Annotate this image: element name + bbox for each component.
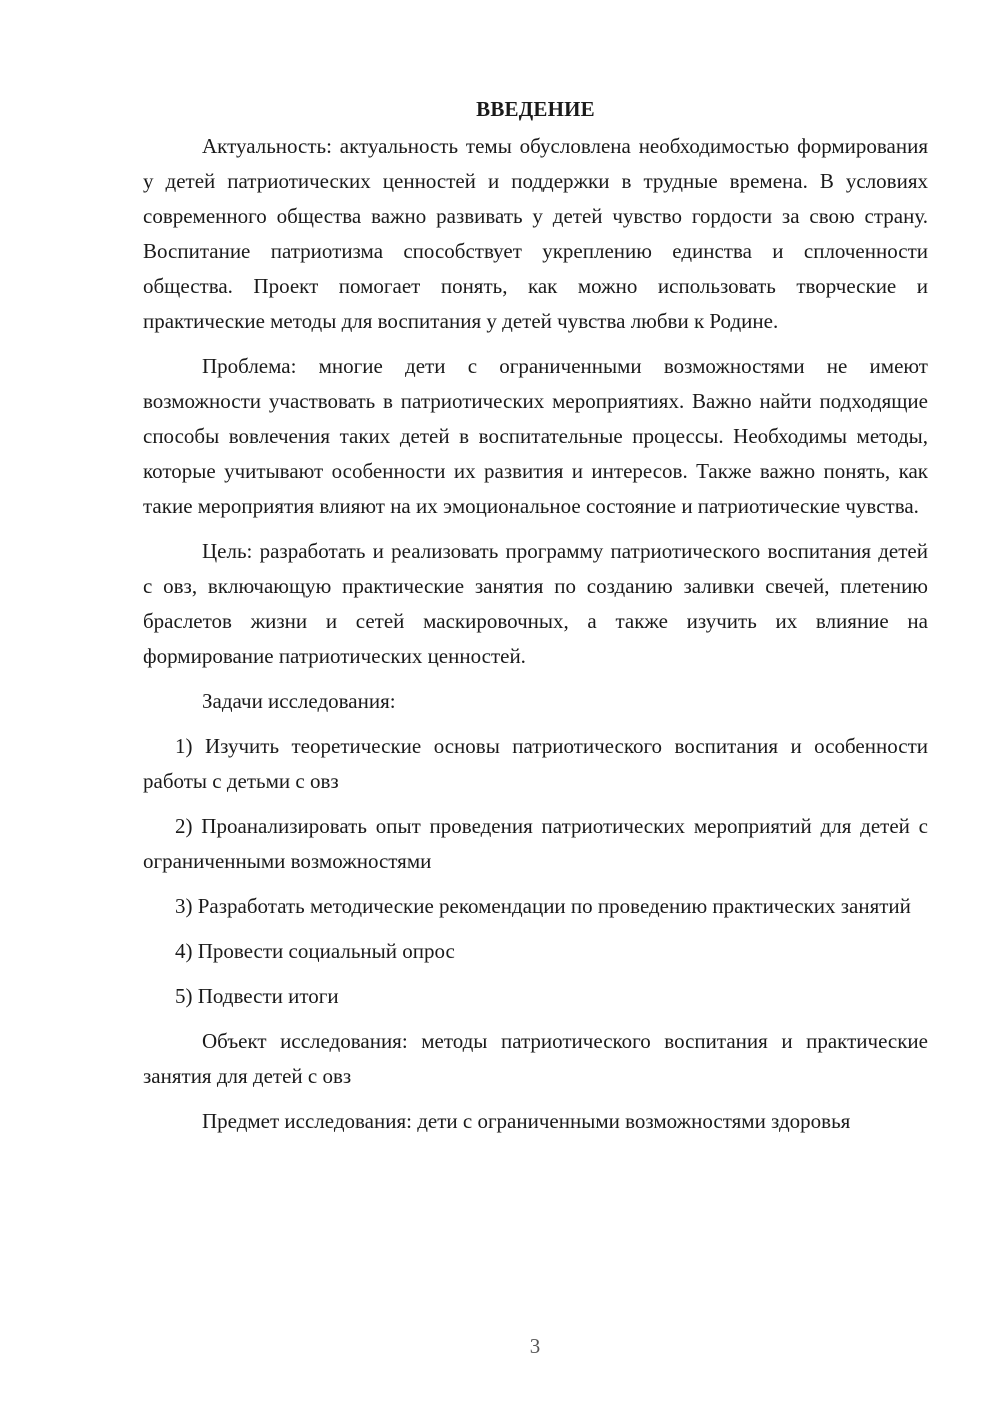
paragraph-goal: Цель: разработать и реализовать программу патриотического воспитания детей с овз, включающую практические занятия по созданию заливки свечей, плетению браслетов жизни и сетей маскировочных, а также изучить их влияние на формирование патриотических ценностей. [143, 539, 928, 668]
paragraph-problem: Проблема: многие дети с ограниченными возможностями не имеют возможности участвовать в патриотических мероприятиях. Важно найти подходящие способы вовлечения таких детей в воспитательные процессы. Необходимы методы, которые учитывают особенности их развития и интересов. Также важно понять, как такие мероприятия влияют на их эмоциональное состояние и патриотические чувства. [143, 354, 928, 518]
task-item: 5) Подвести итоги [175, 984, 339, 1008]
task-item: 1) Изучить теоретические основы патриотического воспитания и особенности работы с детьми с овз [143, 734, 928, 793]
tasks-heading: Задачи исследования: [202, 689, 396, 713]
paragraph-object: Объект исследования: методы патриотического воспитания и практические занятия для детей с овз [143, 1029, 928, 1088]
task-item: 3) Разработать методические рекомендации по проведению практических занятий [175, 894, 911, 918]
paragraph-subject: Предмет исследования: дети с ограниченными возможностями здоровья [202, 1109, 851, 1133]
section-title: ВВЕДЕНИЕ [476, 97, 595, 121]
paragraph-relevance: Актуальность: актуальность темы обусловлена необходимостью формирования у детей патриотических ценностей и поддержки в трудные времена. В условиях современного общества важно развивать у детей чувство гордости за свою страну. Воспитание патриотизма способствует укреплению единства и сплоченности общества. Проект помогает понять, как можно использовать творческие и практические методы для воспитания у детей чувства любви к Родине. [143, 134, 928, 333]
page-number: 3 [529, 1334, 541, 1358]
document-page [143, 92, 928, 1149]
task-item: 4) Провести социальный опрос [175, 939, 455, 963]
task-item: 2) Проанализировать опыт проведения патриотических мероприятий для детей с ограниченными возможностями [143, 814, 928, 873]
